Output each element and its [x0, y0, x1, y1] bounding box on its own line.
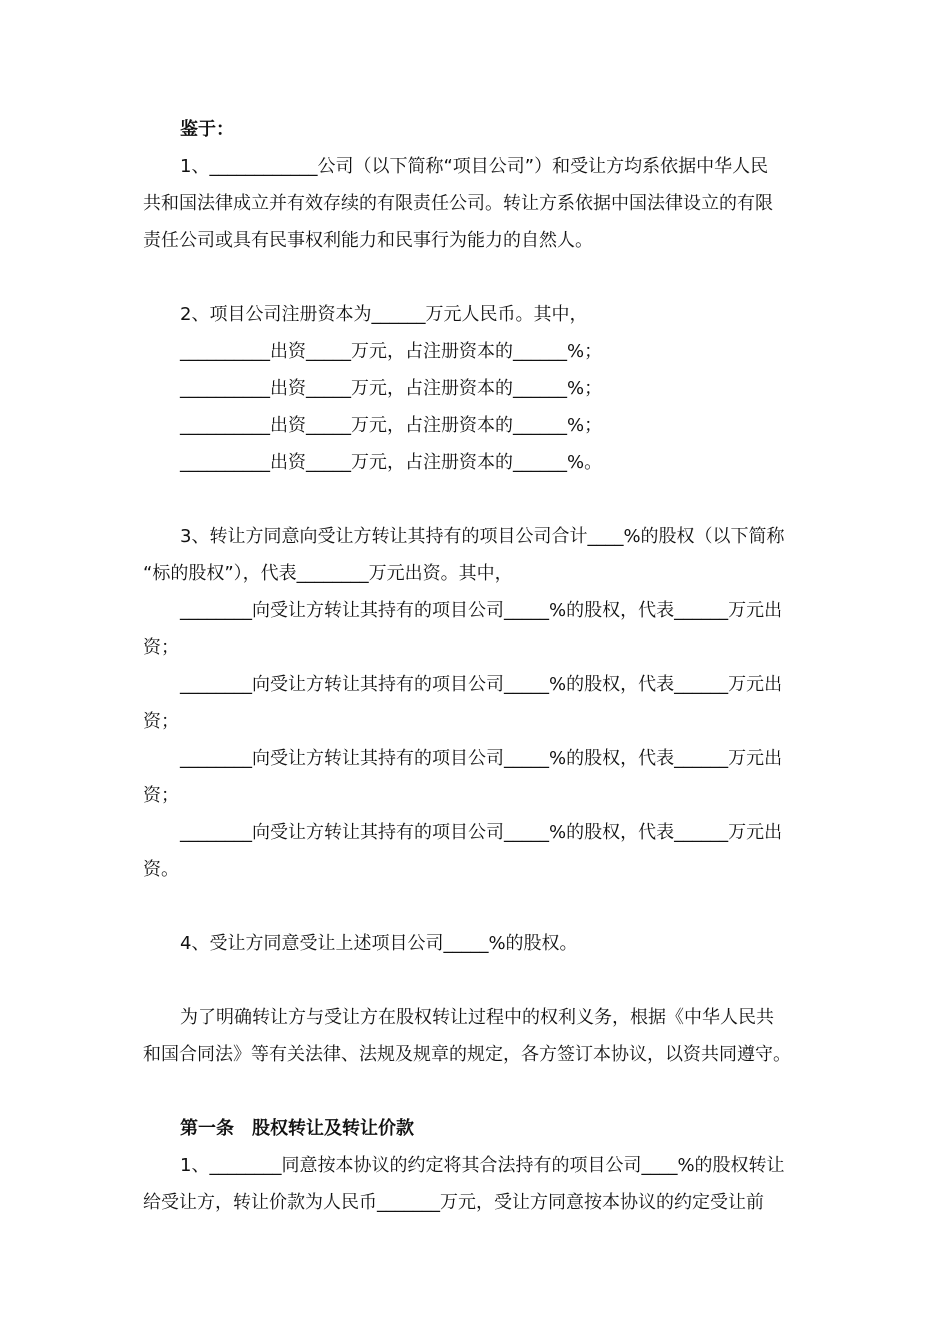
purpose-line-2: 和国合同法》等有关法律、法规及规章的规定，各方签订本协议，以资共同遵守。 [143, 1044, 791, 1065]
transfer-line-4-cont: 资。 [143, 859, 179, 880]
clause-1-line-1: 1、____________公司（以下简称“项目公司”）和受让方均系依据中华人民 [180, 156, 769, 177]
contribution-line-2: __________出资_____万元，占注册资本的______%； [180, 378, 603, 399]
contribution-line-3: __________出资_____万元，占注册资本的______%； [180, 415, 603, 436]
article-1-line-1: 1、________同意按本协议的约定将其合法持有的项目公司____%的股权转让 [180, 1155, 785, 1176]
clause-3-line-2: “标的股权”），代表________万元出资。其中， [143, 563, 513, 584]
transfer-line-3-cont: 资； [143, 785, 179, 806]
clause-4: 4、受让方同意受让上述项目公司_____%的股权。 [180, 933, 578, 954]
contribution-line-1: __________出资_____万元，占注册资本的______%； [180, 341, 603, 362]
transfer-line-1: ________向受让方转让其持有的项目公司_____%的股权，代表______万元出 [180, 600, 783, 621]
transfer-line-4: ________向受让方转让其持有的项目公司_____%的股权，代表______万元出 [180, 822, 783, 843]
contribution-line-4: __________出资_____万元，占注册资本的______%。 [180, 452, 603, 473]
transfer-line-2: ________向受让方转让其持有的项目公司_____%的股权，代表______万元出 [180, 674, 783, 695]
clause-2-line-1: 2、项目公司注册资本为______万元人民币。其中， [180, 304, 588, 325]
article-1-heading: 第一条 股权转让及转让价款 [180, 1118, 414, 1139]
transfer-line-3: ________向受让方转让其持有的项目公司_____%的股权，代表______万元出 [180, 748, 783, 769]
article-1-line-2: 给受让方，转让价款为人民币_______万元，受让方同意按本协议的约定受让前 [143, 1192, 764, 1213]
heading-whereas: 鉴于： [180, 119, 234, 140]
purpose-line-1: 为了明确转让方与受让方在股权转让过程中的权利义务，根据《中华人民共 [180, 1007, 774, 1028]
transfer-line-2-cont: 资； [143, 711, 179, 732]
clause-3-line-1: 3、转让方同意向受让方转让其持有的项目公司合计____%的股权（以下简称 [180, 526, 785, 547]
transfer-line-1-cont: 资； [143, 637, 179, 658]
clause-1-line-2: 共和国法律成立并有效存续的有限责任公司。转让方系依据中国法律设立的有限 [143, 193, 773, 214]
clause-1-line-3: 责任公司或具有民事权利能力和民事行为能力的自然人。 [143, 230, 593, 251]
